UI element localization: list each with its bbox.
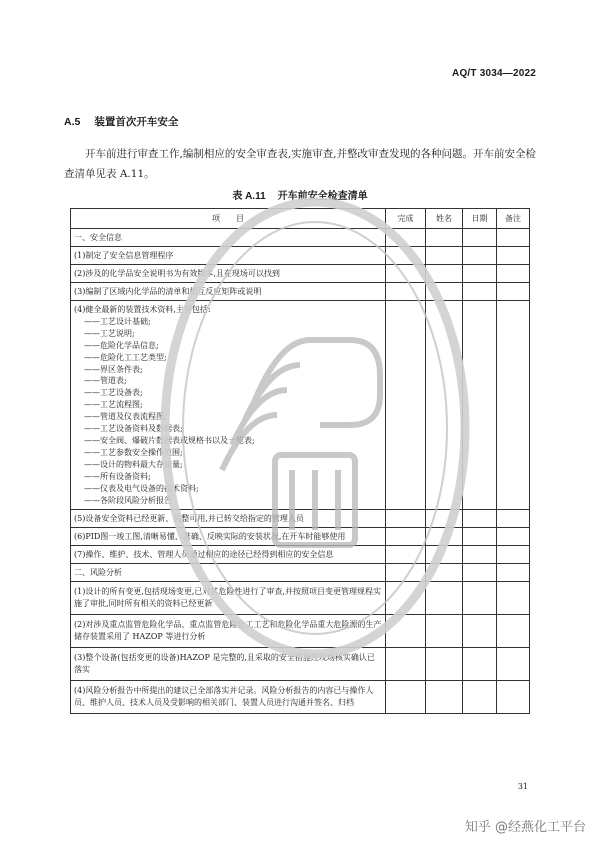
sub-item: ——危险化工工艺类型;	[84, 352, 167, 362]
cell-remarks	[497, 648, 530, 681]
cell-date	[463, 283, 497, 301]
cell-remarks	[497, 510, 530, 528]
cell-name	[426, 301, 463, 510]
header-name: 姓名	[426, 209, 463, 229]
cell-date	[463, 648, 497, 681]
cell-date	[463, 582, 497, 615]
source-watermark: 知乎 @经燕化工平台	[464, 820, 586, 835]
cell-remarks	[497, 229, 530, 247]
row-item	[71, 301, 386, 510]
table-row	[71, 680, 530, 713]
table-row	[71, 528, 530, 546]
cell-done	[386, 648, 426, 681]
section-heading	[64, 114, 178, 129]
table-row	[71, 546, 530, 564]
cell-done	[386, 247, 426, 265]
cell-done	[386, 510, 426, 528]
row-item: (6)PID图一竣工图,清晰易懂、准确、反映实际的安装状况,在开车时能够使用	[71, 528, 386, 546]
cell-name	[426, 265, 463, 283]
cell-date	[463, 265, 497, 283]
row-item: (5)设备安全资料已经更新、完整可用,并已转交给指定的管理人员	[71, 510, 386, 528]
cell-date	[463, 528, 497, 546]
cell-date	[463, 564, 497, 582]
cell-done	[386, 283, 426, 301]
cell-remarks	[497, 283, 530, 301]
row-item: (3)整个设备(包括变更的设备)HAZOP 是完整的,且采取的安全措施经现场核实确认已落实	[71, 648, 386, 681]
cell-remarks	[497, 615, 530, 648]
cell-name	[426, 283, 463, 301]
table-row	[71, 229, 530, 247]
row-item: (2)对涉及重点监管危险化学品、重点监管危险化工工艺和危险化学品重大危险源的生产储存装置采用了 HAZOP 等进行分析	[71, 615, 386, 648]
header-remarks: 备注	[497, 209, 530, 229]
cell-date	[463, 510, 497, 528]
cell-name	[426, 247, 463, 265]
cell-remarks	[497, 680, 530, 713]
row-item: 一、安全信息	[71, 229, 386, 247]
cell-remarks	[497, 528, 530, 546]
row-item: 二、风险分析	[71, 564, 386, 582]
cell-done	[386, 546, 426, 564]
header-done: 完成	[386, 209, 426, 229]
row-item: (1)制定了安全信息管理程序	[71, 247, 386, 265]
cell-done	[386, 528, 426, 546]
sub-item: ——安全阀、爆破片数据表或规格书以及一览表;	[84, 435, 255, 445]
table-row	[71, 564, 530, 582]
table-row	[71, 283, 530, 301]
table-row	[71, 510, 530, 528]
cell-done	[386, 301, 426, 510]
sub-item: ——工艺参数安全操作范围;	[84, 447, 183, 457]
sub-item: ——各阶段风险分析报告	[84, 495, 172, 505]
cell-date	[463, 680, 497, 713]
sub-item: ——所有设备资料;	[84, 471, 151, 481]
checklist-table	[70, 208, 530, 714]
cell-name	[426, 680, 463, 713]
cell-remarks	[497, 582, 530, 615]
cell-name	[426, 564, 463, 582]
cell-remarks	[497, 546, 530, 564]
table-row	[71, 301, 530, 510]
cell-name	[426, 229, 463, 247]
cell-remarks	[497, 265, 530, 283]
cell-done	[386, 680, 426, 713]
cell-name	[426, 582, 463, 615]
cell-done	[386, 615, 426, 648]
cell-remarks	[497, 564, 530, 582]
table-caption-title: 开车前安全检查清单	[277, 191, 368, 202]
sub-item: ——工艺设备表;	[84, 388, 143, 398]
sub-item: ——工艺设备资料及数据表;	[84, 424, 183, 434]
cell-date	[463, 615, 497, 648]
cell-remarks	[497, 301, 530, 510]
table-row	[71, 648, 530, 681]
sub-item: ——仪表及电气设备的技术资料;	[84, 483, 199, 493]
table-row	[71, 247, 530, 265]
row-item: (3)编制了区域内化学品的清单和相互反应矩阵或说明	[71, 283, 386, 301]
cell-date	[463, 301, 497, 510]
cell-name	[426, 648, 463, 681]
table-row	[71, 582, 530, 615]
row-item: (2)涉及的化学品安全说明书为有效版本,且在现场可以找到	[71, 265, 386, 283]
cell-done	[386, 582, 426, 615]
cell-date	[463, 247, 497, 265]
row-item: (4)风险分析报告中所提出的建议已全部落实并记录。风险分析报告的内容已与操作人员、维护人员、技术人员及受影响的相关部门、装置人员进行沟通并签名、归档	[71, 680, 386, 713]
sub-item: ——设计的物料最大存储量;	[84, 459, 183, 469]
standard-code: AQ/T 3034—2022	[452, 68, 536, 79]
table-caption	[0, 187, 600, 202]
table-row	[71, 265, 530, 283]
sub-item: ——工艺设计基础;	[84, 316, 151, 326]
header-date: 日期	[463, 209, 497, 229]
cell-done	[386, 265, 426, 283]
sub-item: ——危险化学品信息;	[84, 340, 159, 350]
cell-date	[463, 229, 497, 247]
row-item-heading: (4)健全最新的装置技术资料,主要包括:	[74, 305, 211, 314]
intro-paragraph: 开车前进行审查工作,编制相应的安全审查表,实施审查,并整改审查发现的各种问题。开车前安全检查清单见表 A.11。	[64, 148, 537, 180]
row-item: (1)设计的所有变更,包括现场变更,已对其危险性进行了审查,并按照项目变更管理规程实施了审批,同时所有相关的资料已经更新	[71, 582, 386, 615]
sub-item: ——管道表;	[84, 376, 127, 386]
sub-item: ——管道及仪表流程图;	[84, 412, 167, 422]
section-number: A.5	[64, 116, 81, 128]
section-title: 装置首次开车安全	[94, 116, 179, 128]
sub-item: ——工艺说明;	[84, 328, 135, 338]
header-item: 项 目	[71, 209, 386, 229]
row-item: (7)操作、维护、技术、管理人员通过相应的途径已经得到相应的安全信息	[71, 546, 386, 564]
page-number: 31	[517, 782, 528, 791]
table-row	[71, 615, 530, 648]
cell-name	[426, 528, 463, 546]
cell-date	[463, 546, 497, 564]
cell-remarks	[497, 247, 530, 265]
cell-name	[426, 510, 463, 528]
cell-name	[426, 615, 463, 648]
cell-name	[426, 546, 463, 564]
sub-item: ——工艺流程图;	[84, 400, 143, 410]
cell-done	[386, 229, 426, 247]
table-caption-number: 表 A.11	[232, 191, 266, 202]
cell-done	[386, 564, 426, 582]
table-header-row	[71, 209, 530, 229]
sub-item: ——界区条件表;	[84, 364, 143, 374]
